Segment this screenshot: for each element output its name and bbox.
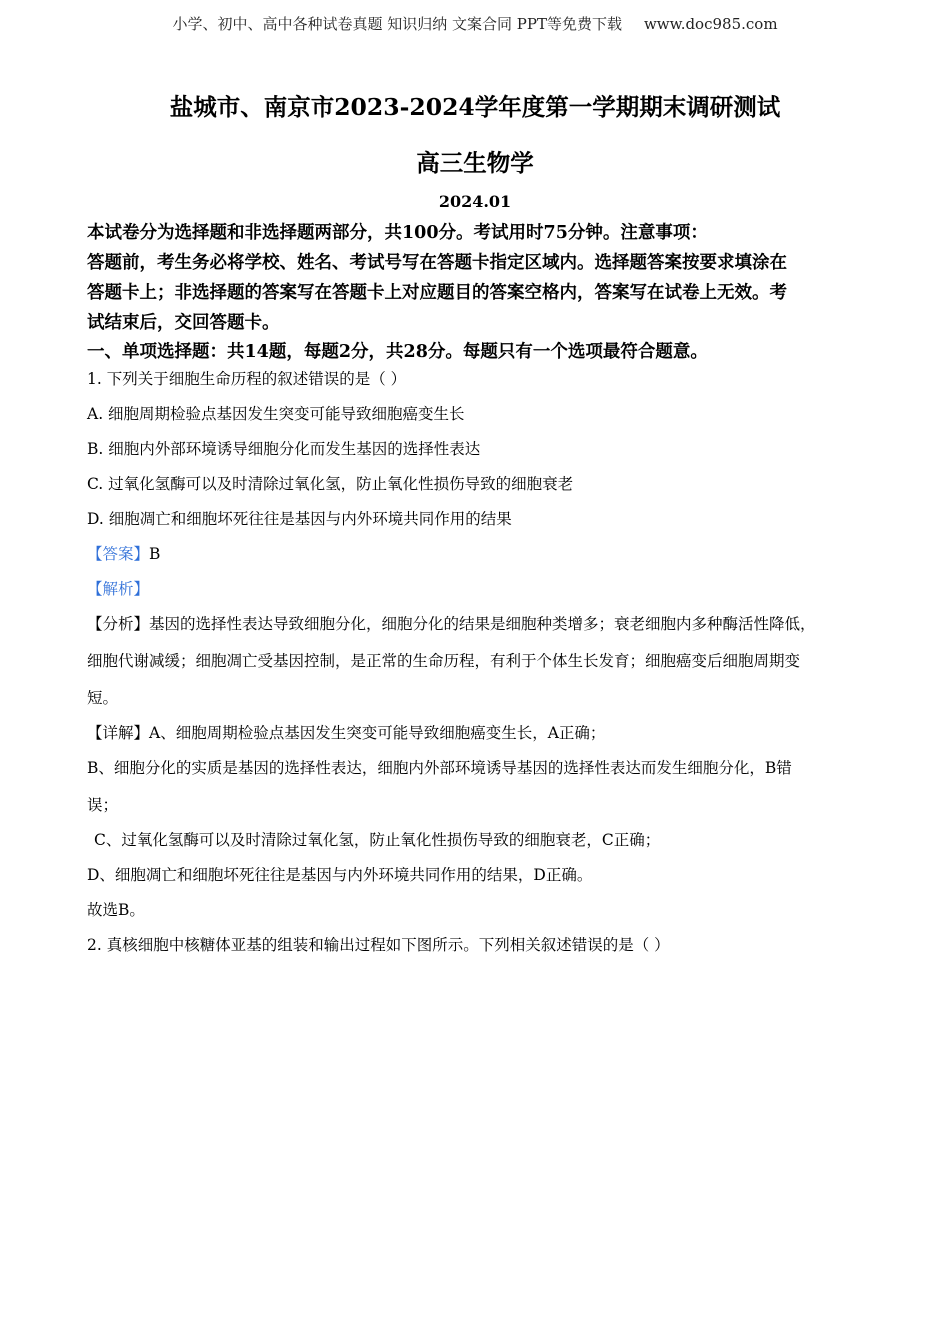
instruction-line: 答题卡上；非选择题的答案写在答题卡上对应题目的答案空格内，答案写在试卷上无效。考 <box>87 283 787 303</box>
instruction-line: 本试卷分为选择题和非选择题两部分，共100分。考试用时75分钟。注意事项： <box>87 223 708 243</box>
xiangjie-text: B、细胞分化的实质是基因的选择性表达，细胞内外部环境诱导基因的选择性表达而发生细胞分化，B错 <box>87 759 792 777</box>
xiangjie-text: D、细胞凋亡和细胞坏死往往是基因与内外环境共同作用的结果，D正确。 <box>87 866 593 884</box>
answer-label: 【答案】 <box>87 545 150 563</box>
conclusion-text: 故选B。 <box>87 901 145 919</box>
xiangjie-text: 误； <box>87 796 119 814</box>
xiangjie-text: A、细胞周期检验点基因发生突变可能导致细胞癌变生长，A正确； <box>149 724 606 742</box>
exam-title: 盐城市、南京市2023-2024学年度第一学期期末调研测试 <box>169 93 781 121</box>
question1-option-b: B. 细胞内外部环境诱导细胞分化而发生基因的选择性表达 <box>87 440 481 458</box>
fenxi-line <box>87 612 816 634</box>
section-heading: 一、单项选择题：共14题，每题2分，共28分。每题只有一个选项最符合题意。 <box>87 342 708 362</box>
question1-option-c: C. 过氧化氢酶可以及时清除过氧化氢，防止氧化性损伤导致的细胞衰老 <box>87 475 574 493</box>
xiangjie-text: C、过氧化氢酶可以及时清除过氧化氢，防止氧化性损伤导致的细胞衰老，C正确； <box>94 831 661 849</box>
fenxi-label: 【分析】 <box>87 615 150 633</box>
fenxi-text: 基因的选择性表达导致细胞分化，细胞分化的结果是细胞种类增多；衰老细胞内多种酶活性降低， <box>149 615 816 633</box>
question1-option-d: D. 细胞凋亡和细胞坏死往往是基因与内外环境共同作用的结果 <box>87 510 512 528</box>
question1-stem: 1. 下列关于细胞生命历程的叙述错误的是（ ） <box>87 370 407 388</box>
question2-stem: 2. 真核细胞中核糖体亚基的组装和输出过程如下图所示。下列相关叙述错误的是（ ） <box>87 936 670 954</box>
analysis-label: 【解析】 <box>87 580 150 598</box>
answer-value: B <box>149 545 161 563</box>
analysis-label-line <box>87 577 149 599</box>
instruction-line: 答题前，考生务必将学校、姓名、考试号写在答题卡指定区域内。选择题答案按要求填涂在 <box>87 253 787 273</box>
exam-date: 2024.01 <box>438 192 512 211</box>
question1-option-a: A. 细胞周期检验点基因发生突变可能导致细胞癌变生长 <box>87 405 465 423</box>
exam-subject: 高三生物学 <box>416 149 534 177</box>
fenxi-text: 细胞代谢减缓；细胞凋亡受基因控制，是正常的生命历程，有利于个体生长发育；细胞癌变后细胞周期变 <box>87 652 801 670</box>
page-header <box>0 13 950 34</box>
xiangjie-line <box>87 721 605 743</box>
header-text: 小学、初中、高中各种试卷真题 知识归纳 文案合同 PPT等免费下载 <box>172 15 622 33</box>
xiangjie-label: 【详解】 <box>87 724 150 742</box>
instruction-line: 试结束后，交回答题卡。 <box>87 313 280 333</box>
header-url[interactable]: www.doc985.com <box>643 15 778 33</box>
answer-line <box>87 542 160 564</box>
fenxi-text: 短。 <box>87 689 119 707</box>
